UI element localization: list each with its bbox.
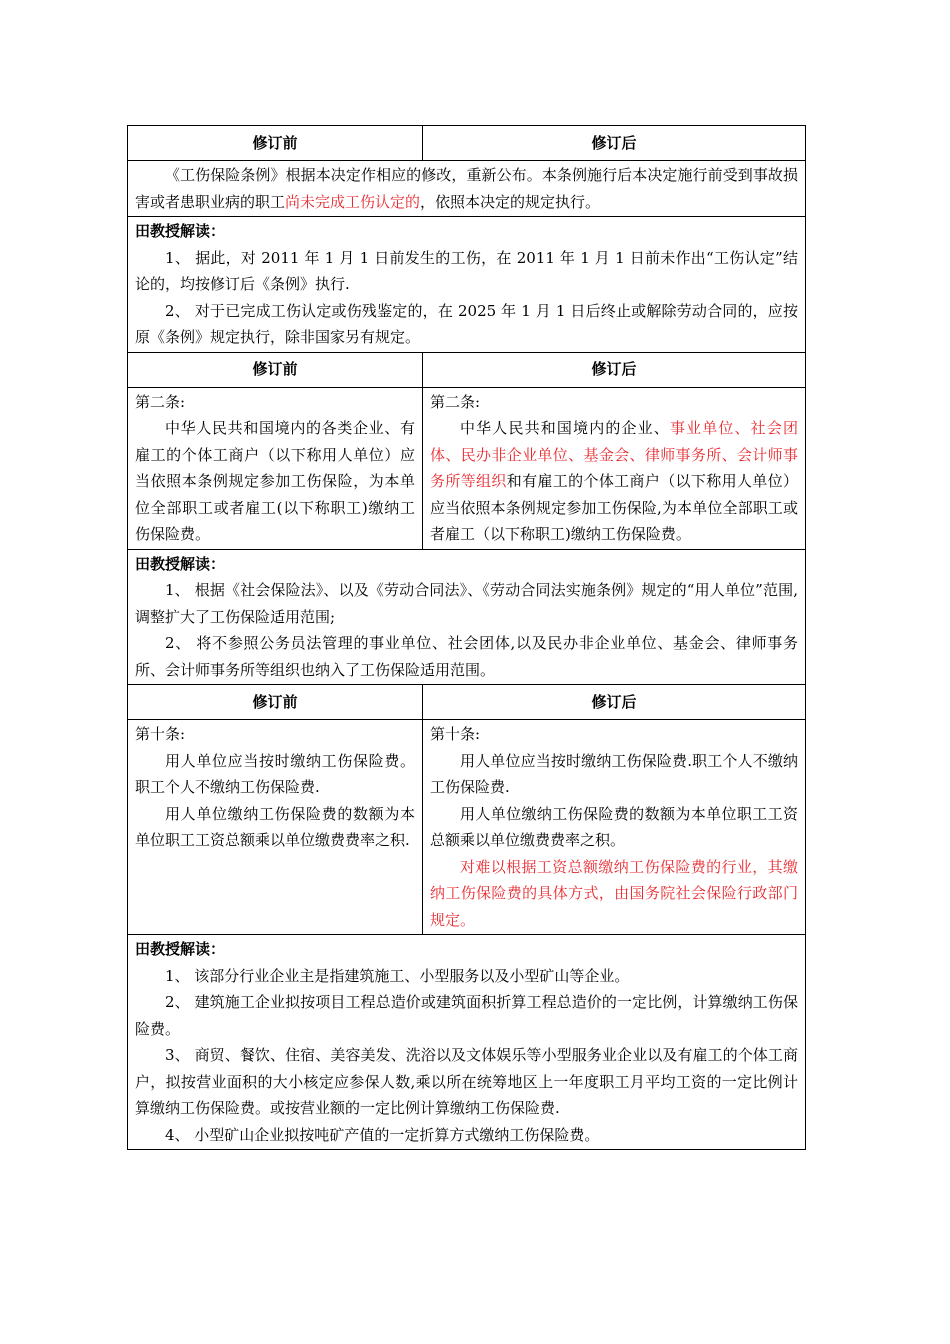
commentary-cell-1 xyxy=(128,217,806,353)
intro-text-b: ，依照本决定的规定执行。 xyxy=(420,192,601,211)
comparison-document xyxy=(127,125,805,1150)
intro-cell xyxy=(128,161,806,217)
article-2-after xyxy=(423,387,806,549)
commentary-row-2 xyxy=(128,549,806,685)
after-header: 修订后 xyxy=(423,685,806,720)
intro-text-highlight: 尚未完成工伤认定的 xyxy=(285,192,421,211)
article-2-after-a: 中华人民共和国境内的企业、 xyxy=(460,419,670,437)
article-2-after-b: 和有雇工的个体工商户（以下称用人单位）应当依照本条例规定参加工伤保险,为本单位全部职工或者雇工（以下称职工)缴纳工伤保险费。 xyxy=(430,472,798,543)
article-heading: 第二条: xyxy=(430,392,481,411)
intro-text xyxy=(135,162,798,215)
article-10-after-highlight: 对难以根据工资总额缴纳工伤保险费的行业，其缴纳工伤保险费的具体方式，由国务院社会保险行政部门规定。 xyxy=(430,857,798,929)
before-header: 修订前 xyxy=(128,352,423,387)
commentary-label: 田教授解读： xyxy=(135,222,226,240)
article-2-before xyxy=(128,387,423,549)
article-10-after xyxy=(423,720,806,935)
commentary-item: 2、 对于已完成工伤认定或伤残鉴定的，在 2025 年 1 月 1 日后终止或解除劳动合同的，应按原《条例》规定执行，除非国家另有规定。 xyxy=(135,301,798,346)
article-10-after-p2: 用人单位缴纳工伤保险费的数额为本单位职工工资总额乘以单位缴费费率之积。 xyxy=(430,804,798,849)
commentary-label: 田教授解读： xyxy=(135,940,226,958)
commentary-item: 4、 小型矿山企业拟按吨矿产值的一定折算方式缴纳工伤保险费。 xyxy=(165,1125,600,1144)
article-heading: 第十条: xyxy=(135,725,186,743)
commentary-cell-2 xyxy=(128,549,806,685)
header-row xyxy=(128,685,806,720)
intro-text-a: 《工伤保险条例》根据本决定作相应的修改，重新公布。本条例施行后本决定施行前受到事故损害或者患职业病的职工 xyxy=(135,166,798,211)
commentary-label: 田教授解读： xyxy=(135,554,226,573)
article-10-after-p1: 用人单位应当按时缴纳工伤保险费.职工个人不缴纳工伤保险费. xyxy=(430,751,798,796)
commentary-item: 1、 该部分行业企业主是指建筑施工、小型服务以及小型矿山等企业。 xyxy=(165,966,630,985)
after-header: 修订后 xyxy=(423,352,806,387)
commentary-item: 2、 将不参照公务员法管理的事业单位、社会团体,以及民办非企业单位、基金会、律师事务所、会计师事务所等组织也纳入了工伤保险适用范围。 xyxy=(135,634,798,679)
header-row xyxy=(128,126,806,161)
article-10-before-p1: 用人单位应当按时缴纳工伤保险费。职工个人不缴纳工伤保险费. xyxy=(135,751,415,796)
before-header: 修订前 xyxy=(128,126,423,161)
article-2-after-text xyxy=(430,415,798,548)
article-10-before xyxy=(128,720,423,935)
after-header: 修订后 xyxy=(423,126,806,161)
before-header: 修订前 xyxy=(128,685,423,720)
article-heading: 第二条: xyxy=(135,392,186,411)
commentary-item: 1、 根据《社会保险法》、以及《劳动合同法》、《劳动合同法实施条例》规定的“用人单位”范围,调整扩大了工伤保险适用范围; xyxy=(135,581,798,626)
commentary-item: 2、 建筑施工企业拟按项目工程总造价或建筑面积折算工程总造价的一定比例，计算缴纳工伤保险费。 xyxy=(135,993,798,1038)
article-2-before-text: 中华人民共和国境内的各类企业、有雇工的个体工商户（以下称用人单位）应当依照本条例规定参加工伤保险，为本单位全部职工或者雇工(以下称职工)缴纳工伤保险费。 xyxy=(135,419,415,543)
commentary-row-3 xyxy=(128,935,806,1150)
commentary-item: 1、 据此，对 2011 年 1 月 1 日前发生的工伤，在 2011 年 1 月 1 日前未作出“工伤认定”结论的，均按修订后《条例》执行. xyxy=(135,248,798,293)
article-2-row xyxy=(128,387,806,549)
commentary-cell-3 xyxy=(128,935,806,1150)
commentary-row-1 xyxy=(128,217,806,353)
commentary-item: 3、 商贸、餐饮、住宿、美容美发、洗浴以及文体娱乐等小型服务业企业以及有雇工的个体工商户，拟按营业面积的大小核定应参保人数,乘以所在统筹地区上一年度职工月平均工资的一定比例计算缴纳工伤保险费。或按营业额的一定比例计算缴纳工伤保险费. xyxy=(135,1046,798,1117)
article-2-after-highlight: 事业单位、社会团体、民办非企业单位、基金会、律师事务所、会计师事务所等组织 xyxy=(430,419,798,490)
header-row xyxy=(128,352,806,387)
article-10-row xyxy=(128,720,806,935)
article-heading: 第十条: xyxy=(430,725,481,743)
article-10-before-p2: 用人单位缴纳工伤保险费的数额为本单位职工工资总额乘以单位缴费费率之积. xyxy=(135,804,415,849)
intro-row xyxy=(128,161,806,217)
revision-table xyxy=(127,125,806,1150)
